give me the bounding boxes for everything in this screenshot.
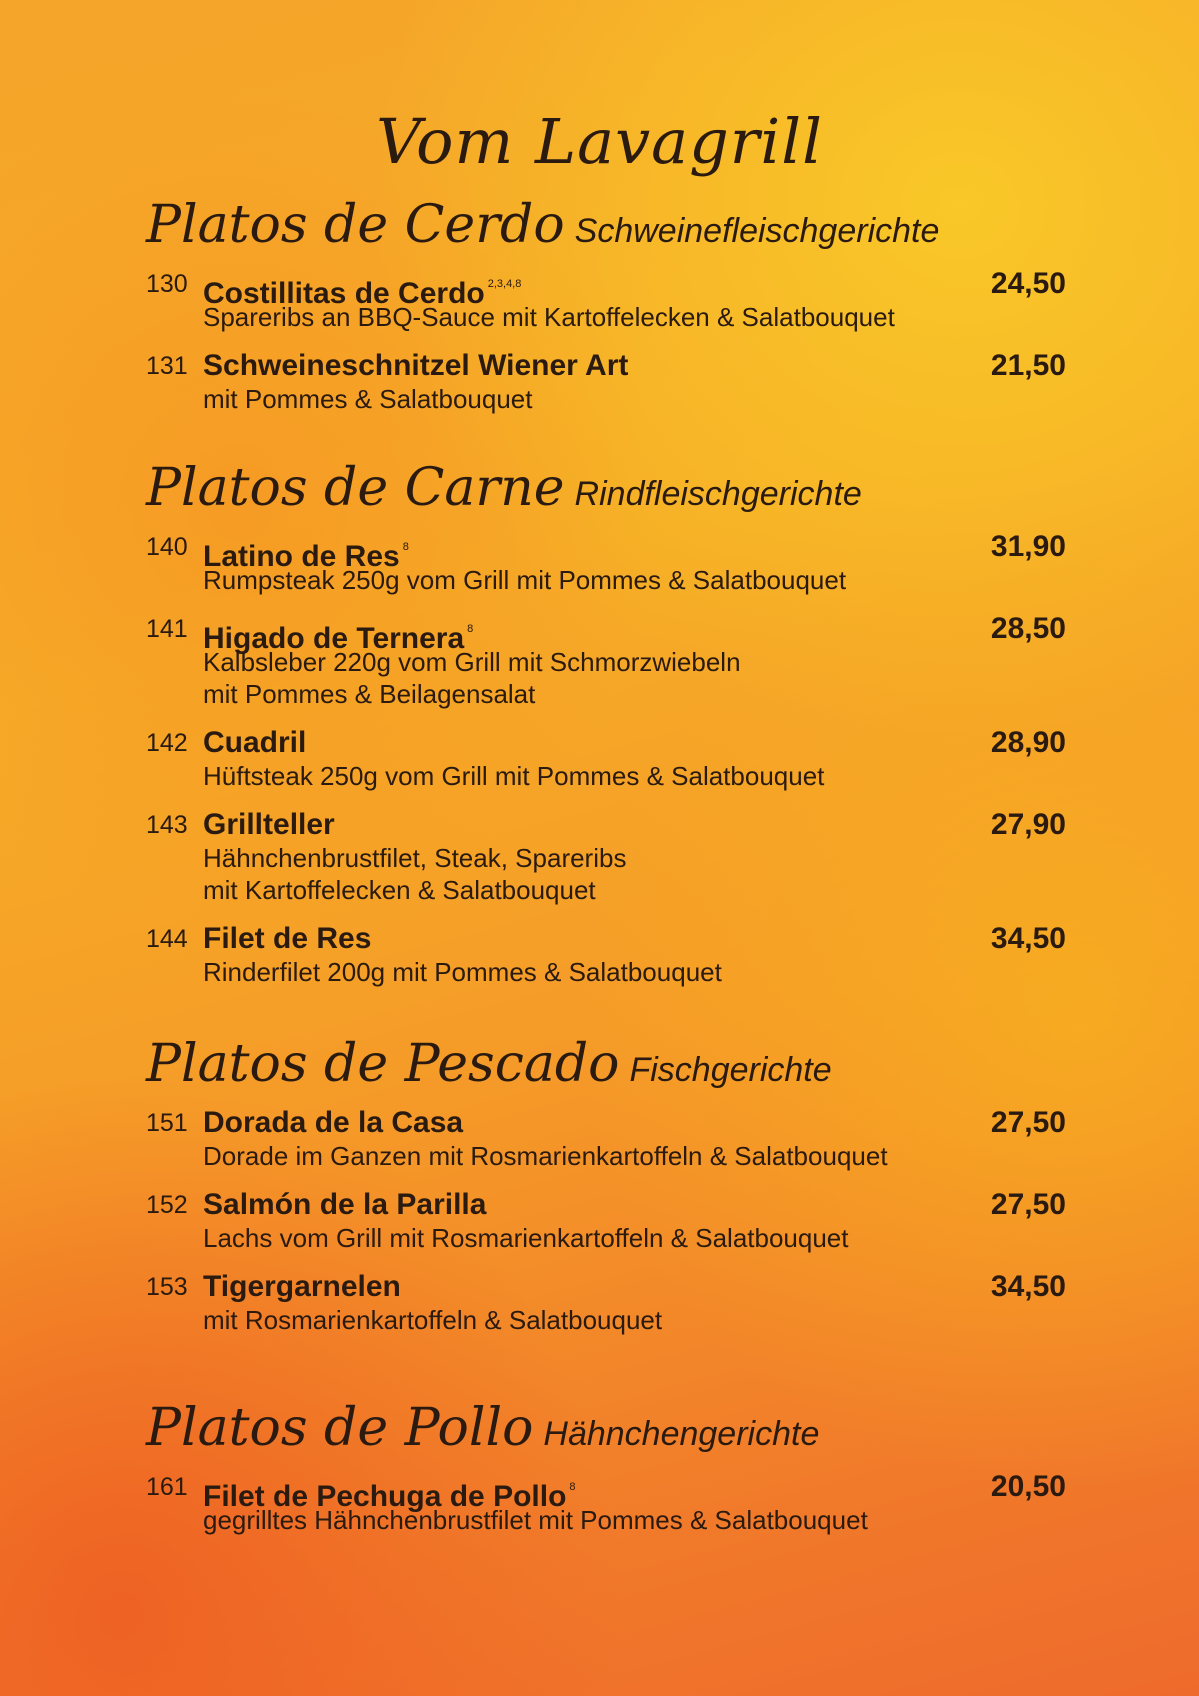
item-price: 20,50: [990, 1470, 1066, 1503]
menu-item: [146, 530, 1066, 596]
section-title-es: Platos de Pollo: [146, 1398, 534, 1458]
item-description: Rumpsteak 250g vom Grill mit Pommes & Salatbouquet: [203, 565, 847, 595]
menu-item: [146, 612, 1066, 710]
item-name: Filet de Pechuga de Pollo $^8$: [203, 1480, 576, 1513]
section-title-de: Hähnchengerichte: [543, 1415, 820, 1453]
item-description: Spareribs an BBQ-Sauce mit Kartoffelecken & Salatbouquet: [203, 302, 895, 332]
menu-item: [146, 267, 1066, 333]
menu-item: [146, 1106, 1066, 1172]
item-description: Lachs vom Grill mit Rosmarienkartoffeln & Salatbouquet: [203, 1223, 849, 1253]
item-price: 27,50: [990, 1188, 1066, 1221]
section-title-es: Platos de Carne: [146, 458, 565, 518]
item-price: 28,50: [990, 612, 1066, 645]
item-description: Hüftsteak 250g vom Grill mit Pommes & Salatbouquet: [203, 761, 825, 791]
item-name: Tigergarnelen: [203, 1270, 401, 1303]
item-name: Dorada de la Casa: [203, 1106, 464, 1139]
item-number: 144: [146, 925, 188, 953]
item-price: 24,50: [990, 267, 1066, 300]
item-number: 152: [146, 1191, 188, 1219]
section-platos-de-carne: [146, 458, 1066, 1004]
item-price: 28,90: [990, 726, 1066, 759]
menu-item: [146, 349, 1066, 415]
item-name: Filet de Res: [203, 922, 372, 955]
menu-item: [146, 1470, 1066, 1536]
menu-title: Vom Lavagrill: [376, 105, 823, 178]
item-number: 153: [146, 1273, 188, 1301]
item-description: gegrilltes Hähnchenbrustfilet mit Pommes & Salatbouquet: [203, 1505, 868, 1535]
item-description: Kalbsleber 220g vom Grill mit Schmorzwiebeln mit Pommes & Beilagensalat: [203, 647, 741, 709]
item-name: Salmón de la Parilla: [203, 1188, 487, 1221]
section-title-de: Rindfleischgerichte: [574, 475, 862, 513]
menu-item: [146, 1270, 1066, 1336]
item-description: Rinderfilet 200g mit Pommes & Salatbouquet: [203, 957, 722, 987]
menu-item: [146, 726, 1066, 792]
item-number: 141: [146, 615, 188, 643]
item-name: Schweineschnitzel Wiener Art: [203, 349, 629, 382]
item-number: 161: [146, 1473, 188, 1501]
section-title: [146, 195, 1066, 267]
allergen-note: 2,3,4,8: [487, 278, 522, 290]
section-title-de: Schweinefleischgerichte: [574, 212, 940, 250]
item-price: 31,90: [990, 530, 1066, 563]
menu-item: [146, 922, 1066, 988]
section-title-es: Platos de Cerdo: [146, 195, 565, 255]
item-number: 130: [146, 270, 188, 298]
item-name: Cuadril: [203, 726, 307, 759]
item-number: 151: [146, 1109, 188, 1137]
section-title: [146, 458, 1066, 530]
menu-item: [146, 1188, 1066, 1254]
item-number: 143: [146, 811, 188, 839]
item-price: 34,50: [990, 922, 1066, 955]
section-platos-de-pescado: [146, 1034, 1066, 1352]
allergen-note: 8: [569, 1481, 576, 1493]
item-name: Latino de Res $^8$: [203, 540, 409, 573]
item-price: 34,50: [990, 1270, 1066, 1303]
section-platos-de-pollo: [146, 1398, 1066, 1552]
item-description: mit Rosmarienkartoffeln & Salatbouquet: [203, 1305, 663, 1335]
allergen-note: 8: [402, 541, 409, 553]
item-description: Dorade im Ganzen mit Rosmarienkartoffeln & Salatbouquet: [203, 1141, 888, 1171]
item-name: Costillitas de Cerdo $^{2,3,4,8}$: [203, 277, 522, 310]
item-number: 142: [146, 729, 188, 757]
item-price: 27,90: [990, 808, 1066, 841]
menu-item: [146, 808, 1066, 906]
item-name: Higado de Ternera $^8$: [203, 622, 474, 655]
item-description: mit Pommes & Salatbouquet: [203, 384, 533, 414]
item-name: Grillteller: [203, 808, 335, 841]
item-number: 140: [146, 533, 188, 561]
allergen-note: 8: [467, 623, 474, 635]
section-title-de: Fischgerichte: [629, 1051, 832, 1089]
item-description: Hähnchenbrustfilet, Steak, Spareribs mit Kartoffelecken & Salatbouquet: [203, 843, 627, 905]
section-platos-de-cerdo: [146, 195, 1066, 431]
section-title: [146, 1398, 1066, 1470]
item-number: 131: [146, 352, 188, 380]
section-title: [146, 1034, 1066, 1106]
item-price: 21,50: [990, 349, 1066, 382]
section-title-es: Platos de Pescado: [146, 1034, 620, 1094]
item-price: 27,50: [990, 1106, 1066, 1139]
